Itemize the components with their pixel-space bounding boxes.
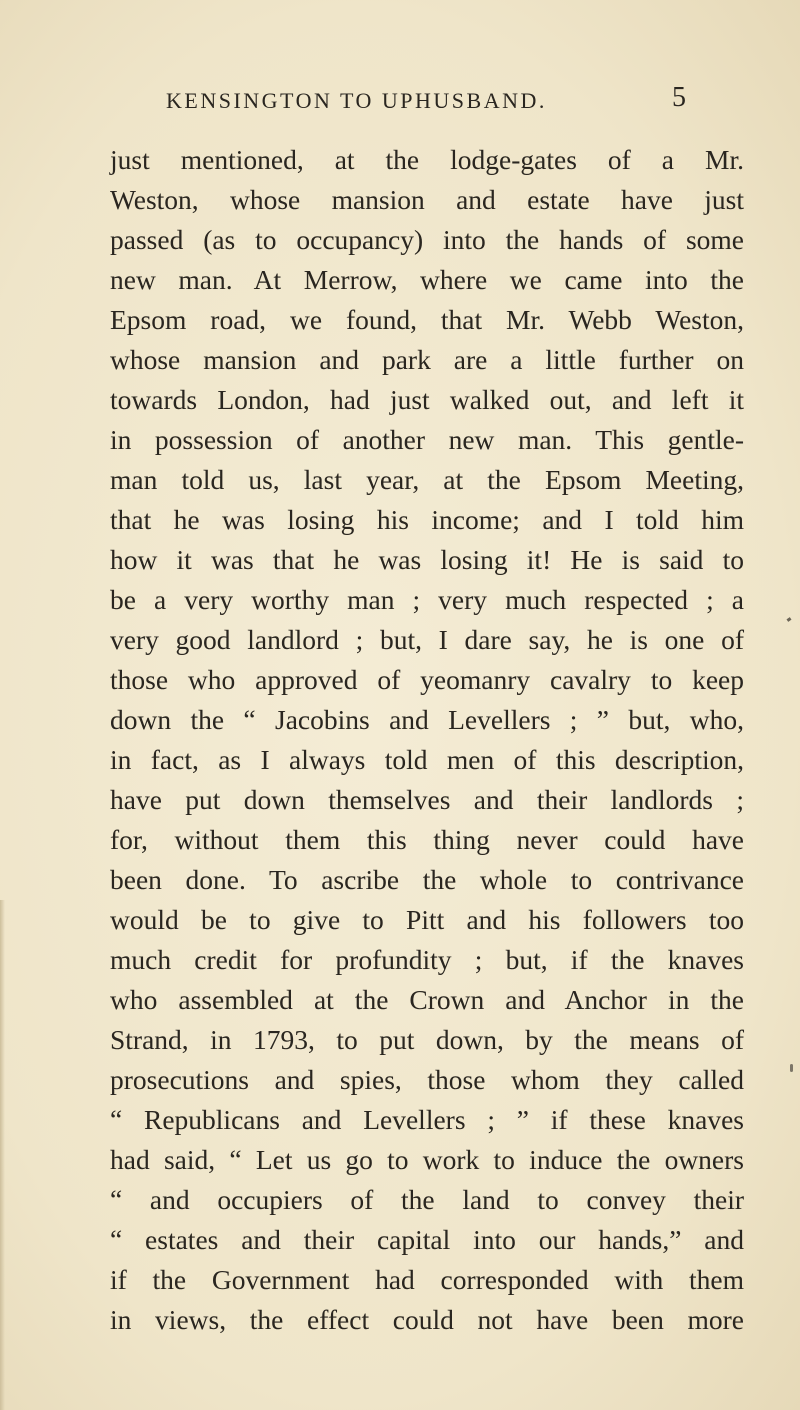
text-line: in views, the effect could not have been more — [110, 1304, 744, 1335]
text-line: just mentioned, at the lodge-gates of a Mr. — [110, 144, 744, 175]
text-line: in possession of another new man. This gentle- — [110, 424, 744, 455]
page-number: 5 — [672, 82, 686, 113]
text-line: been done. To ascribe the whole to contrivance — [110, 864, 744, 895]
text-line: had said, “ Let us go to work to induce the owners — [110, 1144, 744, 1175]
running-head: KENSINGTON TO UPHUSBAND. — [166, 88, 547, 113]
text-line: prosecutions and spies, those whom they called — [110, 1064, 744, 1095]
text-line: towards London, had just walked out, and left it — [110, 384, 744, 415]
text-line: would be to give to Pitt and his followers too — [110, 904, 744, 935]
paper-spot — [790, 1064, 793, 1072]
page-edge-shadow — [0, 900, 5, 1410]
text-line: Strand, in 1793, to put down, by the means of — [110, 1024, 744, 1055]
text-line: new man. At Merrow, where we came into the — [110, 264, 744, 295]
text-line: in fact, as I always told men of this description, — [110, 744, 744, 775]
text-line: man told us, last year, at the Epsom Meeting, — [110, 464, 744, 495]
text-line: very good landlord ; but, I dare say, he is one of — [110, 624, 744, 655]
text-line: who assembled at the Crown and Anchor in the — [110, 984, 744, 1015]
text-line: down the “ Jacobins and Levellers ; ” but, who, — [110, 704, 744, 735]
text-line: “ Republicans and Levellers ; ” if these knaves — [110, 1104, 744, 1135]
text-line: “ and occupiers of the land to convey their — [110, 1184, 744, 1215]
text-line: “ estates and their capital into our hands,” and — [110, 1224, 744, 1255]
text-line: Epsom road, we found, that Mr. Webb Weston, — [110, 304, 744, 335]
text-line: if the Government had corresponded with them — [110, 1264, 744, 1295]
margin-mark — [787, 617, 792, 622]
text-line: for, without them this thing never could have — [110, 824, 744, 855]
text-line: much credit for profundity ; but, if the knaves — [110, 944, 744, 975]
text-line: whose mansion and park are a little further on — [110, 344, 744, 375]
text-line: be a very worthy man ; very much respected ; a — [110, 584, 744, 615]
text-line: have put down themselves and their landlords ; — [110, 784, 744, 815]
text-line: Weston, whose mansion and estate have just — [110, 184, 744, 215]
page-header — [0, 84, 800, 124]
text-line: passed (as to occupancy) into the hands of some — [110, 224, 744, 255]
text-line: how it was that he was losing it! He is said to — [110, 544, 744, 575]
text-line: those who approved of yeomanry cavalry to keep — [110, 664, 744, 695]
text-line: that he was losing his income; and I told him — [110, 504, 744, 535]
